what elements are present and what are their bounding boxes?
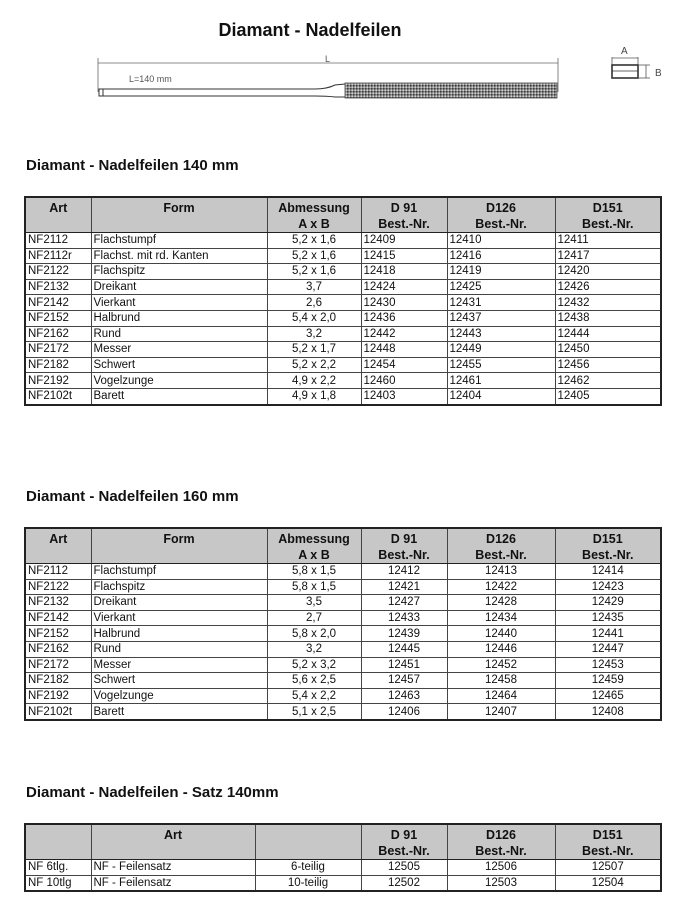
cell-d126: 12419: [447, 264, 555, 280]
cell-art: NF2142: [25, 295, 91, 311]
cell-d91: 12433: [361, 610, 447, 626]
cell-form: Messer: [91, 657, 267, 673]
cell-form: Flachst. mit rd. Kanten: [91, 248, 267, 264]
cell-abmessung: 5,2 x 2,2: [267, 357, 361, 373]
cell-form: Messer: [91, 342, 267, 358]
cell-d126: 12440: [447, 626, 555, 642]
cell-d151: 12435: [555, 610, 661, 626]
cell-d91: 12457: [361, 673, 447, 689]
cell-d91: 12418: [361, 264, 447, 280]
cell-form: Halbrund: [91, 626, 267, 642]
cell-art: NF2162: [25, 326, 91, 342]
table-row: [25, 641, 661, 657]
cell-d91: 12451: [361, 657, 447, 673]
table-row: [25, 688, 661, 704]
table-row: [25, 595, 661, 611]
cell-abmessung: 3,2: [267, 641, 361, 657]
cell-abmessung: 4,9 x 1,8: [267, 388, 361, 404]
cell-d91: 12448: [361, 342, 447, 358]
cell-art: NF 10tlg: [25, 875, 91, 891]
header-d91: D 91: [361, 197, 447, 216]
cell-d151: 12444: [555, 326, 661, 342]
header-best-nr: Best.-Nr.: [361, 547, 447, 564]
table-row: [25, 626, 661, 642]
table-row: [25, 279, 661, 295]
cell-d91: 12430: [361, 295, 447, 311]
table-row: [25, 295, 661, 311]
cell-form: Schwert: [91, 357, 267, 373]
table-row: [25, 388, 661, 404]
header-d91: D 91: [361, 824, 447, 843]
cell-abmessung: 5,2 x 1,7: [267, 342, 361, 358]
cell-d126: 12461: [447, 373, 555, 389]
header-d151: D151: [555, 528, 661, 547]
cell-art: NF 6tlg.: [25, 860, 91, 876]
cell-d151: 12429: [555, 595, 661, 611]
table-row: [25, 373, 661, 389]
cell-d151: 12438: [555, 310, 661, 326]
table-row: [25, 326, 661, 342]
cell-abmessung: 5,8 x 1,5: [267, 564, 361, 580]
cell-d126: 12443: [447, 326, 555, 342]
cell-d126: 12410: [447, 233, 555, 249]
table-row: [25, 357, 661, 373]
cell-d151: 12456: [555, 357, 661, 373]
cell-d91: 12403: [361, 388, 447, 404]
length-label: L=140 mm: [129, 74, 172, 84]
cell-art: NF2152: [25, 310, 91, 326]
header-d126: D126: [447, 197, 555, 216]
cell-form: Vierkant: [91, 295, 267, 311]
cell-art: NF2112: [25, 564, 91, 580]
cell-d91: 12415: [361, 248, 447, 264]
cell-form: Rund: [91, 326, 267, 342]
dim-b-label: B: [655, 68, 662, 79]
cell-d126: 12422: [447, 579, 555, 595]
cell-form: Vogelzunge: [91, 688, 267, 704]
cell-form: Dreikant: [91, 279, 267, 295]
cell-d151: 12441: [555, 626, 661, 642]
cell-d91: 12445: [361, 641, 447, 657]
page-title: Diamant - Nadelfeilen: [218, 20, 402, 40]
cell-d126: 12437: [447, 310, 555, 326]
section-title-satz: Diamant - Nadelfeilen - Satz 140mm: [26, 784, 279, 801]
cell-art: NF2132: [25, 279, 91, 295]
cell-art: NF2122: [25, 579, 91, 595]
file-drawing: [95, 52, 565, 102]
header-best-nr: Best.-Nr.: [555, 547, 661, 564]
cell-abmessung: 5,1 x 2,5: [267, 704, 361, 720]
cross-section-drawing: [600, 44, 680, 88]
cell-abmessung: 5,4 x 2,2: [267, 688, 361, 704]
cell-d91: 12454: [361, 357, 447, 373]
header-best-nr: Best.-Nr.: [361, 843, 447, 860]
cell-art: NF2122: [25, 264, 91, 280]
table-140mm: [24, 196, 662, 406]
cell-d91: 12406: [361, 704, 447, 720]
cell-d151: 12459: [555, 673, 661, 689]
header-best-nr: Best.-Nr.: [447, 843, 555, 860]
section-title-160: Diamant - Nadelfeilen 160 mm: [26, 488, 239, 505]
cell-art: NF2182: [25, 357, 91, 373]
header-best-nr: Best.-Nr.: [555, 843, 661, 860]
table-row: [25, 657, 661, 673]
cell-d91: 12412: [361, 564, 447, 580]
header-art: Art: [25, 197, 91, 216]
cell-form: Vogelzunge: [91, 373, 267, 389]
cell-art: NF2132: [25, 595, 91, 611]
cell-form: Flachstumpf: [91, 233, 267, 249]
cell-d126: 12431: [447, 295, 555, 311]
header-d151: D151: [555, 197, 661, 216]
cell-d91: 12463: [361, 688, 447, 704]
cell-form: Barett: [91, 704, 267, 720]
cell-form: NF - Feilensatz: [91, 875, 255, 891]
cell-d151: 12411: [555, 233, 661, 249]
cell-abmessung: 10-teilig: [255, 875, 361, 891]
header-d126: D126: [447, 528, 555, 547]
cell-d126: 12413: [447, 564, 555, 580]
cell-d151: 12507: [555, 860, 661, 876]
cell-abmessung: 5,8 x 1,5: [267, 579, 361, 595]
table-row: [25, 564, 661, 580]
cell-d151: 12432: [555, 295, 661, 311]
cell-form: Dreikant: [91, 595, 267, 611]
cell-form: Halbrund: [91, 310, 267, 326]
header-d151: D151: [555, 824, 661, 843]
table-row: [25, 233, 661, 249]
cell-d126: 12452: [447, 657, 555, 673]
cell-d91: 12427: [361, 595, 447, 611]
section-title-140: Diamant - Nadelfeilen 140 mm: [26, 157, 239, 174]
table-row: [25, 310, 661, 326]
cell-abmessung: 3,5: [267, 595, 361, 611]
cell-form: NF - Feilensatz: [91, 860, 255, 876]
cell-art: NF2112r: [25, 248, 91, 264]
cell-art: NF2172: [25, 342, 91, 358]
header-art: Art: [91, 824, 255, 843]
cell-form: Schwert: [91, 673, 267, 689]
cell-d126: 12404: [447, 388, 555, 404]
header-best-nr: Best.-Nr.: [555, 216, 661, 233]
cell-abmessung: 5,2 x 1,6: [267, 248, 361, 264]
table-row: [25, 673, 661, 689]
cell-d151: 12465: [555, 688, 661, 704]
header-best-nr: Best.-Nr.: [447, 547, 555, 564]
cell-art: NF2112: [25, 233, 91, 249]
cell-form: Flachstumpf: [91, 564, 267, 580]
header-axb: A x B: [267, 216, 361, 233]
cell-d91: 12505: [361, 860, 447, 876]
cell-d91: 12460: [361, 373, 447, 389]
cell-abmessung: 5,6 x 2,5: [267, 673, 361, 689]
table-160mm: [24, 527, 662, 721]
dim-a-label: A: [621, 46, 628, 57]
table-row: [25, 342, 661, 358]
cell-abmessung: 3,7: [267, 279, 361, 295]
header-abmessung: Abmessung: [267, 528, 361, 547]
cell-d126: 12407: [447, 704, 555, 720]
table-row: [25, 875, 661, 891]
cell-d151: 12408: [555, 704, 661, 720]
table-row: [25, 610, 661, 626]
cell-d126: 12506: [447, 860, 555, 876]
cell-art: NF2152: [25, 626, 91, 642]
header-d91: D 91: [361, 528, 447, 547]
cell-form: Flachspitz: [91, 579, 267, 595]
cell-art: NF2192: [25, 373, 91, 389]
cell-d151: 12426: [555, 279, 661, 295]
cell-d126: 12455: [447, 357, 555, 373]
cell-d151: 12423: [555, 579, 661, 595]
table-row: [25, 860, 661, 876]
cell-d91: 12436: [361, 310, 447, 326]
cell-art: NF2172: [25, 657, 91, 673]
header-d126: D126: [447, 824, 555, 843]
cell-abmessung: 6-teilig: [255, 860, 361, 876]
cell-form: Flachspitz: [91, 264, 267, 280]
cell-abmessung: 5,2 x 1,6: [267, 264, 361, 280]
cell-abmessung: 5,4 x 2,0: [267, 310, 361, 326]
header-form: Form: [91, 528, 267, 547]
cell-form: Rund: [91, 641, 267, 657]
cell-d126: 12464: [447, 688, 555, 704]
header-form: Form: [91, 197, 267, 216]
cell-d126: 12458: [447, 673, 555, 689]
cell-d91: 12439: [361, 626, 447, 642]
cell-abmessung: 4,9 x 2,2: [267, 373, 361, 389]
table-satz-140mm: [24, 823, 662, 892]
cell-d126: 12446: [447, 641, 555, 657]
cell-d151: 12504: [555, 875, 661, 891]
cell-art: NF2102t: [25, 388, 91, 404]
cell-d91: 12409: [361, 233, 447, 249]
cell-d151: 12453: [555, 657, 661, 673]
header-art: Art: [25, 528, 91, 547]
cell-art: NF2162: [25, 641, 91, 657]
cell-abmessung: 5,2 x 3,2: [267, 657, 361, 673]
cell-abmessung: 3,2: [267, 326, 361, 342]
cell-d151: 12462: [555, 373, 661, 389]
header-abmessung: Abmessung: [267, 197, 361, 216]
cell-d151: 12420: [555, 264, 661, 280]
cell-d126: 12428: [447, 595, 555, 611]
cell-d151: 12417: [555, 248, 661, 264]
cell-form: Barett: [91, 388, 267, 404]
cell-art: NF2192: [25, 688, 91, 704]
cell-d151: 12414: [555, 564, 661, 580]
cell-abmessung: 2,6: [267, 295, 361, 311]
table-row: [25, 704, 661, 720]
cell-d126: 12425: [447, 279, 555, 295]
cell-art: NF2142: [25, 610, 91, 626]
dim-l-label: L: [325, 54, 331, 64]
cell-d151: 12450: [555, 342, 661, 358]
cell-d126: 12416: [447, 248, 555, 264]
cell-art: NF2182: [25, 673, 91, 689]
cell-d151: 12447: [555, 641, 661, 657]
header-best-nr: Best.-Nr.: [361, 216, 447, 233]
cell-d151: 12405: [555, 388, 661, 404]
header-axb: A x B: [267, 547, 361, 564]
cell-d91: 12442: [361, 326, 447, 342]
table-row: [25, 264, 661, 280]
cell-form: Vierkant: [91, 610, 267, 626]
cell-d91: 12424: [361, 279, 447, 295]
header-best-nr: Best.-Nr.: [447, 216, 555, 233]
cell-abmessung: 2,7: [267, 610, 361, 626]
table-row: [25, 248, 661, 264]
cell-d91: 12421: [361, 579, 447, 595]
cell-abmessung: 5,8 x 2,0: [267, 626, 361, 642]
cell-d91: 12502: [361, 875, 447, 891]
table-row: [25, 579, 661, 595]
cell-d126: 12434: [447, 610, 555, 626]
cell-d126: 12449: [447, 342, 555, 358]
cell-abmessung: 5,2 x 1,6: [267, 233, 361, 249]
cell-d126: 12503: [447, 875, 555, 891]
cell-art: NF2102t: [25, 704, 91, 720]
